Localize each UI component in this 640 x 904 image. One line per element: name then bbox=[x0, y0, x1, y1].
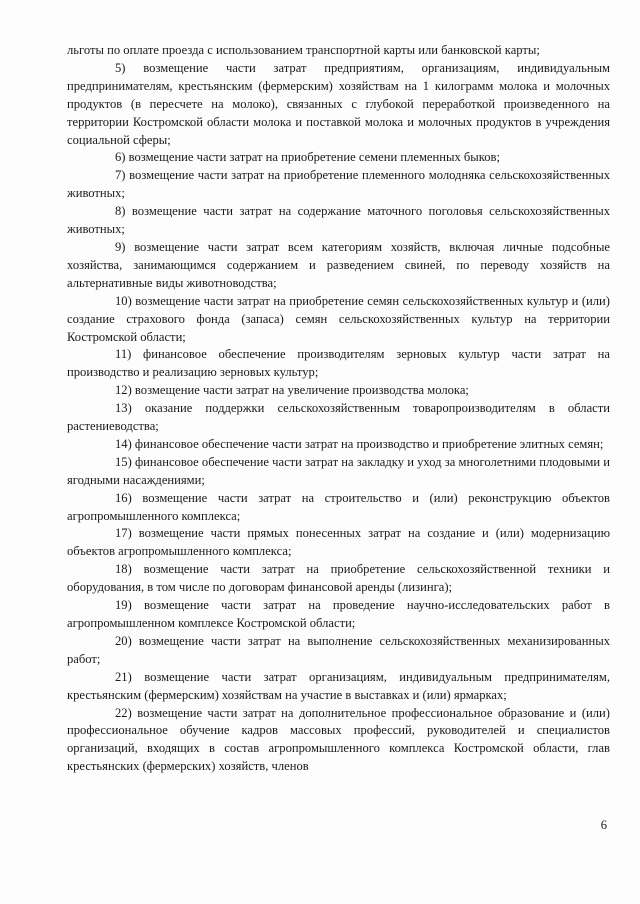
paragraph-item-19: 19) возмещение части затрат на проведение научно-исследовательских работ в агропромышленном комплексе Костромской области; bbox=[67, 598, 610, 630]
paragraph-continuation: льготы по оплате проезда с использованием транспортной карты или банковской карты; bbox=[67, 43, 540, 57]
paragraph-item-12: 12) возмещение части затрат на увеличение производства молока; bbox=[115, 383, 469, 398]
paragraph-item-10: 10) возмещение части затрат на приобретение семян сельскохозяйственных культур и (или) создание страхового фонда (запаса) семян сельскохозяйственных культур на территории Костромской области; bbox=[67, 293, 610, 344]
paragraph-item-5: 5) возмещение части затрат предприятиям, организациям, индивидуальным предпринимателям, крестьянским (фермерским) хозяйствам на 1 килограмм молока и молочных продуктов (в пересчете на молоко), связанных с глубокой переработкой произведенного на территории Костромской области молока и поставкой молока и молочных продуктов в учреждения социальной сферы; bbox=[67, 60, 610, 147]
paragraph-item-13: 13) оказание поддержки сельскохозяйственным товаропроизводителям в области растениеводства; bbox=[67, 401, 610, 434]
paragraph-item-22: 22) возмещение части затрат на дополнительное профессиональное образование и (или) профессиональное обучение кадров массовых профессий, руководителей и специалистов организаций, входящих в состав агропромышленного комплекса Костромской области, глав крестьянских (фермерских) хозяйств, членов bbox=[67, 705, 610, 774]
paragraph-item-6: 6) возмещение части затрат на приобретение семени племенных быков; bbox=[115, 150, 500, 165]
document-body bbox=[67, 42, 610, 776]
paragraph-item-8: 8) возмещение части затрат на содержание маточного поголовья сельскохозяйственных животных; bbox=[67, 204, 610, 237]
paragraph-item-20: 20) возмещение части затрат на выполнение сельскохозяйственных механизированных работ; bbox=[67, 633, 610, 666]
paragraph-item-7: 7) возмещение части затрат на приобретение племенного молодняка сельскохозяйственных животных; bbox=[67, 168, 610, 201]
page-number: 6 bbox=[600, 818, 607, 832]
paragraph-item-15: 15) финансовое обеспечение части затрат на закладку и уход за многолетними плодовыми и ягодными насаждениями; bbox=[67, 454, 610, 487]
paragraph-item-21: 21) возмещение части затрат организациям, индивидуальным предпринимателям, крестьянским (фермерским) хозяйствам на участие в выставках и (или) ярмарках; bbox=[67, 669, 610, 702]
paragraph-item-11: 11) финансовое обеспечение производителям зерновых культур части затрат на производство и реализацию зерновых культур; bbox=[67, 347, 610, 380]
paragraph-item-14: 14) финансовое обеспечение части затрат на производство и приобретение элитных семян; bbox=[115, 436, 604, 451]
paragraph-item-17: 17) возмещение части прямых понесенных затрат на создание и (или) модернизацию объектов агропромышленного комплекса; bbox=[67, 526, 610, 559]
paragraph-item-16: 16) возмещение части затрат на строительство и (или) реконструкцию объектов агропромышленного комплекса; bbox=[67, 490, 610, 523]
paragraph-item-9: 9) возмещение части затрат всем категориям хозяйств, включая личные подсобные хозяйства, занимающимся содержанием и разведением свиней, по переводу хозяйств на альтернативные виды животноводства; bbox=[67, 239, 610, 290]
paragraph-item-18: 18) возмещение части затрат на приобретение сельскохозяйственной техники и оборудования, в том числе по договорам финансовой аренды (лизинга); bbox=[67, 562, 610, 595]
